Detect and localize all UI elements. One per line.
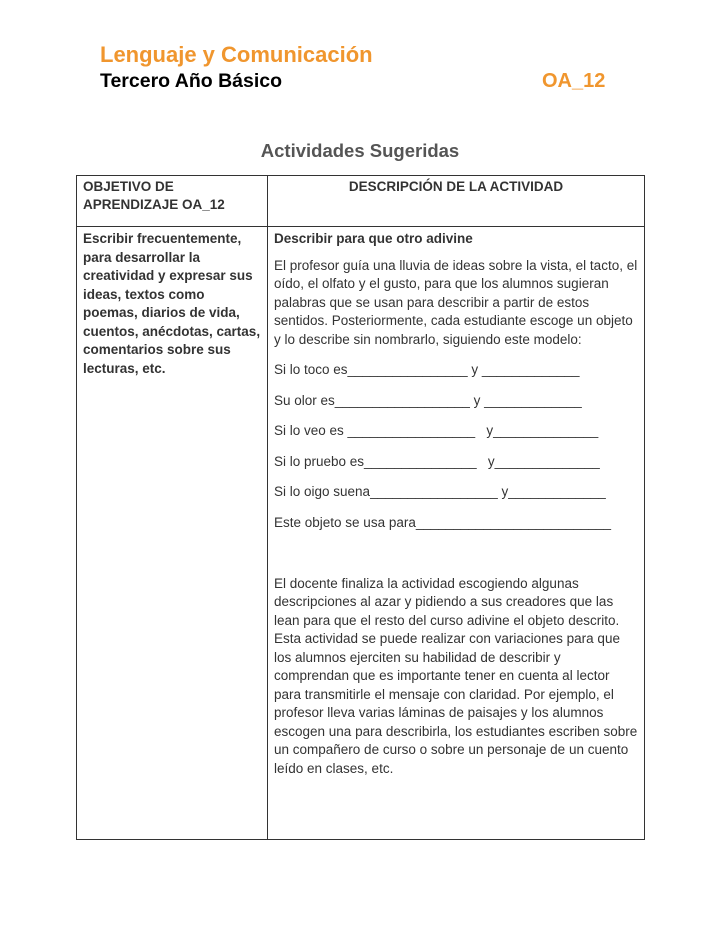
grade-title: Tercero Año Básico: [100, 70, 283, 92]
objective-code: OA_12: [542, 70, 606, 92]
template-line: Si lo pruebo es_______________ y______________: [274, 453, 600, 469]
description-column-header: DESCRIPCIÓN DE LA ACTIVIDAD: [268, 176, 645, 227]
template-line: Si lo toco es________________ y _____________: [274, 362, 580, 377]
learning-objective-text: Escribir frecuentemente, para desarrollar la creatividad y expresar sus ideas, textos como poemas, diarios de vida, cuentos, anécdotas, cartas, comentarios sobre sus lecturas, etc.: [77, 227, 268, 840]
activity-intro: El profesor guía una lluvia de ideas sobre la vista, el tacto, el oído, el olfato y el gusto, para que los alumnos sugieran palabras que se usan para describir a partir de estos sentidos. Posteriormente, cada estudiante escoge un objeto y lo describe sin nombrarlo, siguiendo este modelo:: [274, 257, 638, 347]
description-template: [274, 361, 638, 545]
template-line: Este objeto se usa para__________________________: [274, 514, 612, 530]
activity-table: [76, 175, 645, 840]
activity-description-cell: [268, 227, 645, 840]
template-line: Si lo oigo suena_________________ y_____________: [274, 484, 606, 500]
objective-column-header: OBJETIVO DE APRENDIZAJE OA_12: [77, 176, 268, 227]
section-title: Actividades Sugeridas: [260, 140, 460, 161]
template-line: Su olor es__________________ y _____________: [274, 392, 582, 408]
activity-title: Describir para que otro adivine: [274, 231, 473, 246]
table-row: [77, 227, 645, 840]
table-header-row: [77, 176, 645, 227]
subject-title: Lenguaje y Comunicación: [100, 42, 373, 67]
activity-closing: El docente finaliza la actividad escogiendo algunas descripciones al azar y pidiendo a sus creadores que las lean para que el resto del curso adivine el objeto descrito. Esta actividad se puede realizar con variaciones para que los alumnos ejerciten su habilidad de describir y comprendan que es importante tener en cuenta al lector para transmitirle el mensaje con claridad. Por ejemplo, el profesor lleva varias láminas de paisajes y los alumnos escogen una para describirla, los estudiantes escriben sobre un compañero de curso o sobre un personaje de un cuento leído en clases, etc.: [274, 575, 638, 776]
template-line: Si lo veo es _________________ y______________: [274, 423, 599, 439]
